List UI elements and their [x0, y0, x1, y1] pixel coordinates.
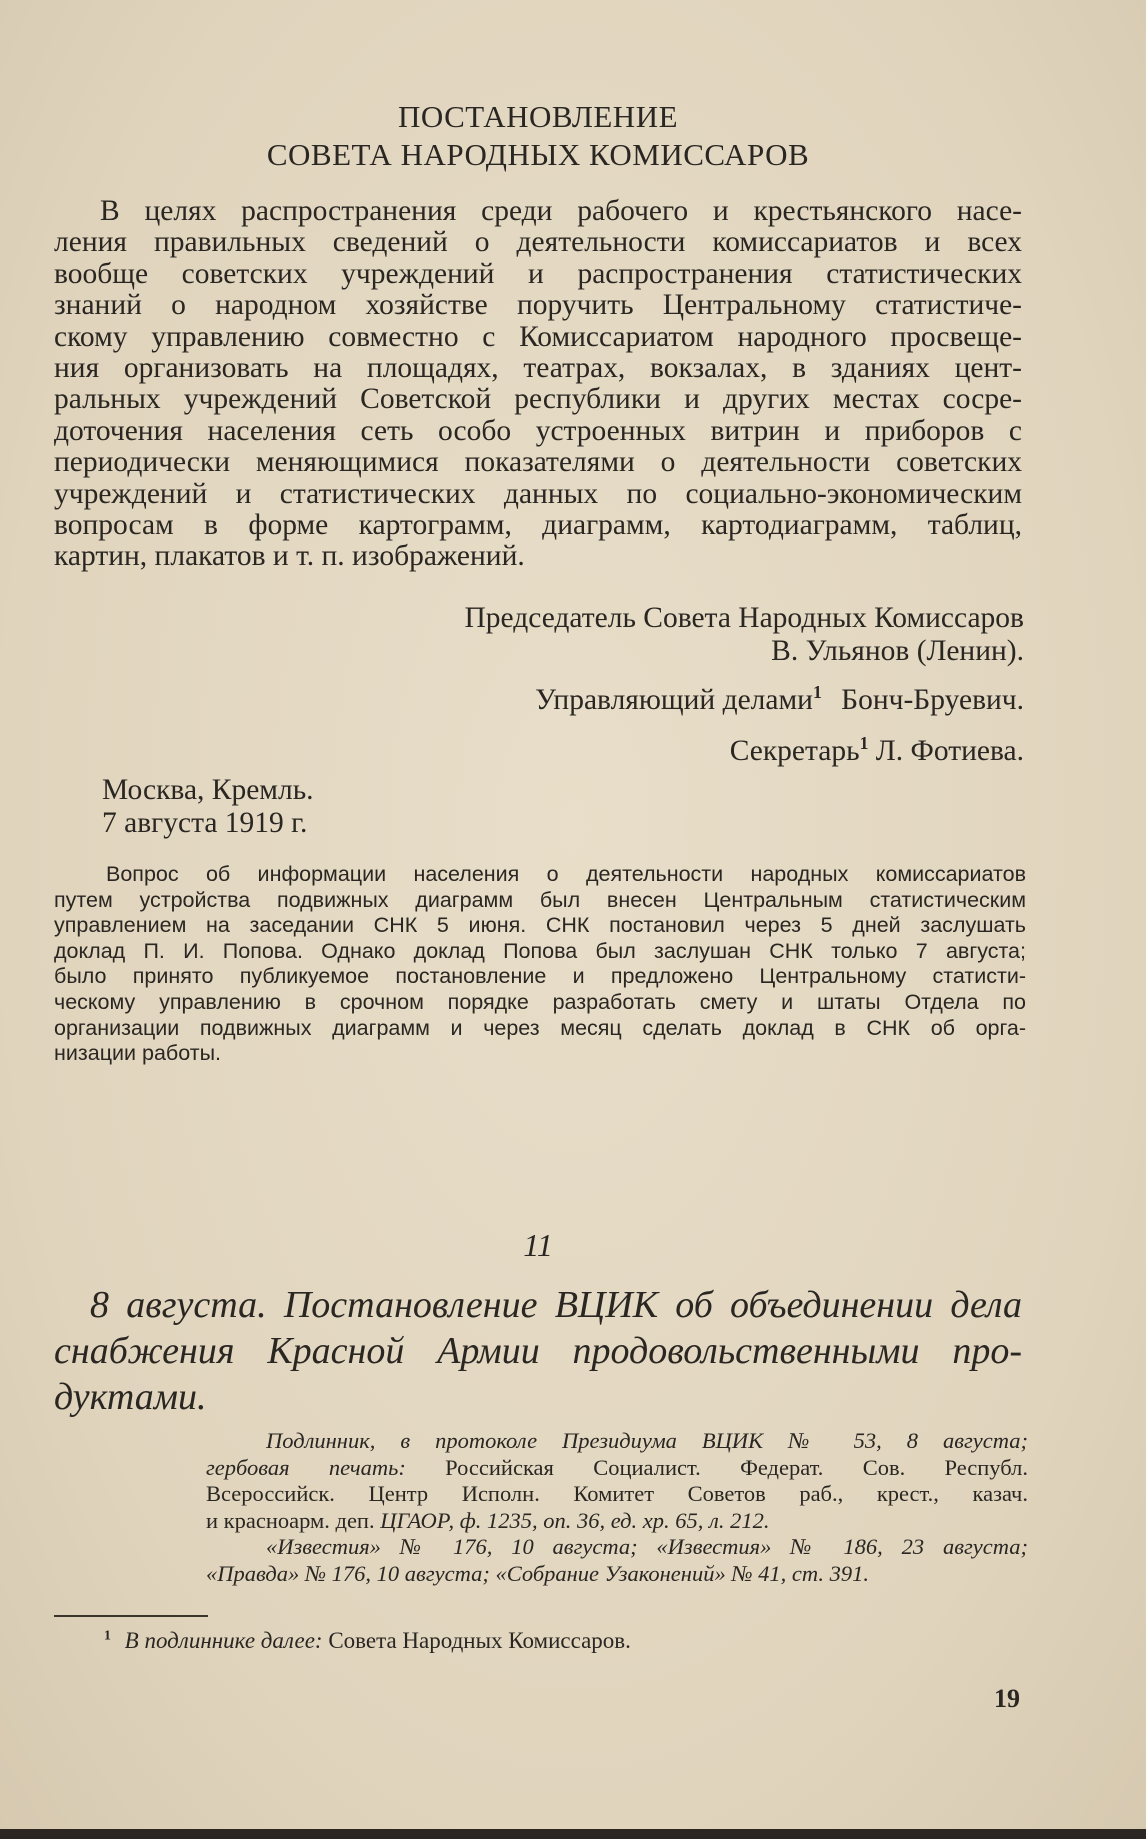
- text-line: В целях распространения среди рабочего и крестьянского насе-: [100, 195, 1022, 227]
- text-line: доточения населения сеть особо устроенных витрин и приборов с: [54, 414, 1022, 447]
- place-date: 7 августа 1919 г.: [102, 807, 308, 839]
- secretary-title: Секретарь: [729, 735, 860, 767]
- source-seal-label: гербовая печать:: [206, 1454, 406, 1480]
- source-line: [206, 1455, 1028, 1482]
- source-seal-text: Российская Социалист. Федерат. Сов. Республ.: [445, 1454, 1029, 1480]
- footnote-mark: 1: [104, 1627, 111, 1643]
- text-line: вопросам в форме картограмм, диаграмм, картодиаграмм, таблиц,: [54, 509, 1022, 542]
- editorial-note: [54, 862, 1026, 1067]
- secretary-signature: [730, 734, 1024, 768]
- source-line: Всероссийск. Центр Исполн. Комитет Советов раб., крест., казач.: [206, 1481, 1028, 1507]
- text-line: вообще советских учреждений и распространения статистических: [54, 257, 1022, 290]
- note-line: путем устройства подвижных диаграмм был внесен Центральным статистическим: [54, 887, 1026, 912]
- title-line: 8 августа. Постановление ВЦИК об объединении дела: [90, 1284, 1022, 1326]
- source-archive: ЦГАОР, ф. 1235, оп. 36, ед. хр. 65, л. 212.: [380, 1507, 770, 1533]
- text-line: картин, плакатов и т. п. изображений.: [54, 540, 525, 573]
- note-line: ческому управлению в срочном порядке разработать смету и штаты Отдела по: [54, 989, 1026, 1014]
- secretary-name: Л. Фотиева.: [875, 735, 1024, 767]
- footnote: [104, 1628, 631, 1654]
- document-title: [54, 1282, 1022, 1420]
- source-publication: «Правда» № 176, 10 августа; «Собрание Узаконений» № 41, ст. 391.: [206, 1560, 870, 1586]
- manager-name: Бонч-Бруевич.: [841, 684, 1024, 716]
- source-line: [206, 1508, 1028, 1535]
- source-line: [206, 1561, 1028, 1588]
- page-edge: [0, 1829, 1146, 1839]
- page-number: 19: [994, 1684, 1020, 1713]
- text-line: ния организовать на площадях, театрах, вокзалах, в зданиях цент-: [54, 352, 1022, 385]
- title-line: дуктами.: [54, 1376, 207, 1418]
- document-number: 11: [523, 1227, 553, 1263]
- text-line: знаний о народном хозяйстве поручить Центральному статистиче-: [54, 289, 1022, 322]
- chair-title: Председатель Совета Народных Комиссаров: [464, 602, 1024, 634]
- source-original: Подлинник, в протоколе Президиума ВЦИК № 53, 8 августа;: [266, 1428, 1028, 1453]
- note-line: организации подвижных диаграмм и через месяц сделать доклад в СНК об орга-: [54, 1015, 1026, 1040]
- footnote-ref: 1: [812, 682, 822, 703]
- note-line: доклад П. И. Попова. Однако доклад Попова был заслушан СНК только 7 августа;: [54, 938, 1026, 963]
- place-city: Москва, Кремль.: [102, 774, 314, 806]
- text-line: периодически меняющимися показателями о деятельности советских: [54, 446, 1022, 479]
- footnote-divider: [54, 1615, 208, 1617]
- footnote-ref: 1: [859, 733, 869, 754]
- heading-line-2: СОВЕТА НАРОДНЫХ КОМИССАРОВ: [266, 137, 810, 172]
- text-line: учреждений и статистических данных по социально-экономическим: [54, 477, 1022, 510]
- source-deputies: и красноарм. деп.: [206, 1507, 375, 1533]
- title-line: снабжения Красной Армии продовольственными про-: [54, 1330, 1022, 1372]
- source-line: [206, 1534, 1028, 1561]
- text-line: ления правильных сведений о деятельности комиссариатов и всех: [54, 226, 1022, 259]
- manager-title: Управляющий делами: [535, 684, 813, 716]
- footnote-text: Совета Народных Комиссаров.: [328, 1628, 631, 1653]
- source-line: [206, 1428, 1028, 1455]
- note-line: низации работы.: [54, 1041, 221, 1066]
- heading-line-1: ПОСТАНОВЛЕНИЕ: [397, 99, 679, 134]
- resolution-text: [54, 196, 1022, 573]
- source-publication: «Известия» № 176, 10 августа; «Известия» № 186, 23 августа;: [266, 1534, 1028, 1560]
- source-reference: [206, 1428, 1028, 1588]
- chair-name: В. Ульянов (Ленин).: [771, 635, 1024, 667]
- note-line: было принято публикуемое постановление и предложено Центральному статисти-: [54, 964, 1026, 989]
- manager-signature: [535, 683, 1024, 717]
- footnote-italic: В подлиннике далее:: [124, 1628, 323, 1653]
- text-line: скому управлению совместно с Комиссариатом народного просвеще-: [54, 320, 1022, 353]
- note-line: Вопрос об информации населения о деятельности народных комиссариатов: [106, 862, 1026, 886]
- text-line: ральных учреждений Советской республики и других местах сосре-: [54, 383, 1022, 416]
- note-line: управлением на заседании СНК 5 июня. СНК постановил через 5 дней заслушать: [54, 913, 1026, 938]
